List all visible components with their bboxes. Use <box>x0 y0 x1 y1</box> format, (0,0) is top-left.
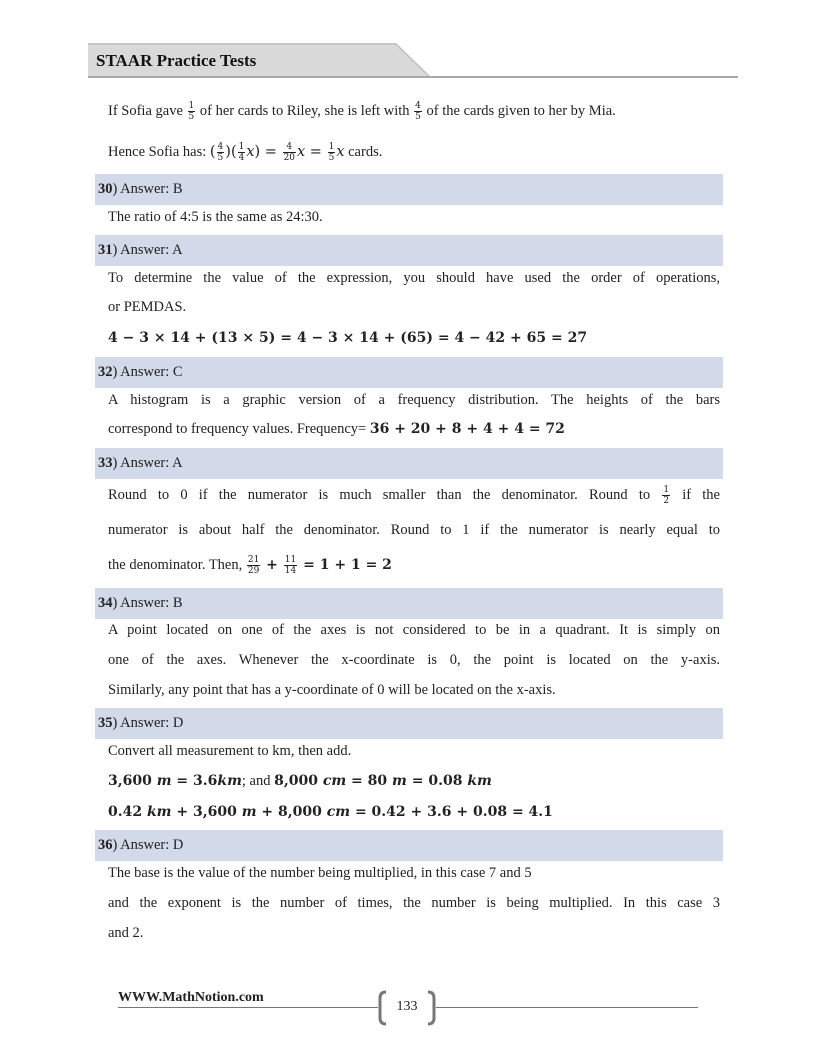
answer-33-line-1: Round to 0 if the numerator is much smaller than the denominator. Round to $\frac{1}{2}$ if the <box>108 485 720 506</box>
fraction-one-fifth: $\frac{1}{5}$ <box>188 101 195 122</box>
answer-31-line-1: To determine the value of the expression, you should have used the order of operations, <box>108 270 720 286</box>
intro-line-1: If Sofia gave $\frac{1}{5}$ of her cards to Riley, she is left with $\frac{4}{5}$ of the cards given to her by Mia. <box>108 101 616 122</box>
fraction-four-fifths: $\frac{4}{5}$ <box>415 101 421 122</box>
answer-36-line-1: The base is the value of the number being multiplied, in this case 7 and 5 <box>108 865 532 881</box>
intro-line-2: Hence Sofia has: ( $\frac{4}{5}$ )( $\frac{1}{4}$ x) = $\frac{4}{20}$ x = $\frac{1}{5}$ x cards. <box>108 142 383 163</box>
answer-33-line-3: the denominator. Then, $\frac{21}{29}$ + $\frac{11}{14}$ = 1 + 1 = 2 <box>108 555 392 576</box>
answer-31-line-2: or PEMDAS. <box>108 299 187 315</box>
answer-32-bar: 32) Answer: C <box>95 357 723 388</box>
answer-35-math-1: 3,600 m = 3.6km; and 8,000 cm = 80 m = 0.08 km <box>108 773 492 789</box>
page-number: 133 <box>396 999 418 1014</box>
answer-34-line-1: A point located on one of the axes is not considered to be in a quadrant. It is simply on <box>108 622 720 638</box>
answer-33-bar: 33) Answer: A <box>95 448 723 479</box>
answer-33-line-2: numerator is about half the denominator. Round to 1 if the numerator is nearly equal to <box>108 522 720 538</box>
answer-32-line-2: correspond to frequency values. Frequency= 36 + 20 + 8 + 4 + 4 = 72 <box>108 421 565 437</box>
answer-32-line-1: A histogram is a graphic version of a frequency distribution. The heights of the bars <box>108 392 720 408</box>
answer-34-line-3: Similarly, any point that has a y-coordinate of 0 will be located on the x-axis. <box>108 682 556 698</box>
answer-34-bar: 34) Answer: B <box>95 588 723 619</box>
footer-url[interactable]: WWW.MathNotion.com <box>118 990 264 1005</box>
fraction-one-half: $\frac{1}{2}$ <box>663 485 670 506</box>
answer-36-line-3: and 2. <box>108 925 144 941</box>
header-rule <box>88 76 738 78</box>
answer-35-line-1: Convert all measurement to km, then add. <box>108 743 352 759</box>
answer-35-math-2: 0.42 km + 3,600 m + 8,000 cm = 0.42 + 3.6 + 0.08 = 4.1 <box>108 804 553 820</box>
answer-35-bar: 35) Answer: D <box>95 708 723 739</box>
answer-31-bar: 31) Answer: A <box>95 235 723 266</box>
answer-31-math: 4 − 3 × 14 + (13 × 5) = 4 − 3 × 14 + (65) = 4 − 42 + 65 = 27 <box>108 330 588 346</box>
header-title: STAAR Practice Tests <box>96 51 257 70</box>
answer-34-line-2: one of the axes. Whenever the x-coordinate is 0, the point is located on the y-axis. <box>108 652 720 668</box>
answer-30-text: The ratio of 4:5 is the same as 24:30. <box>108 209 323 225</box>
answer-36-line-2: and the exponent is the number of times, the number is being multiplied. In this case 3 <box>108 895 720 911</box>
answer-36-bar: 36) Answer: D <box>95 830 723 861</box>
answer-30-bar: 30) Answer: B <box>95 174 723 205</box>
